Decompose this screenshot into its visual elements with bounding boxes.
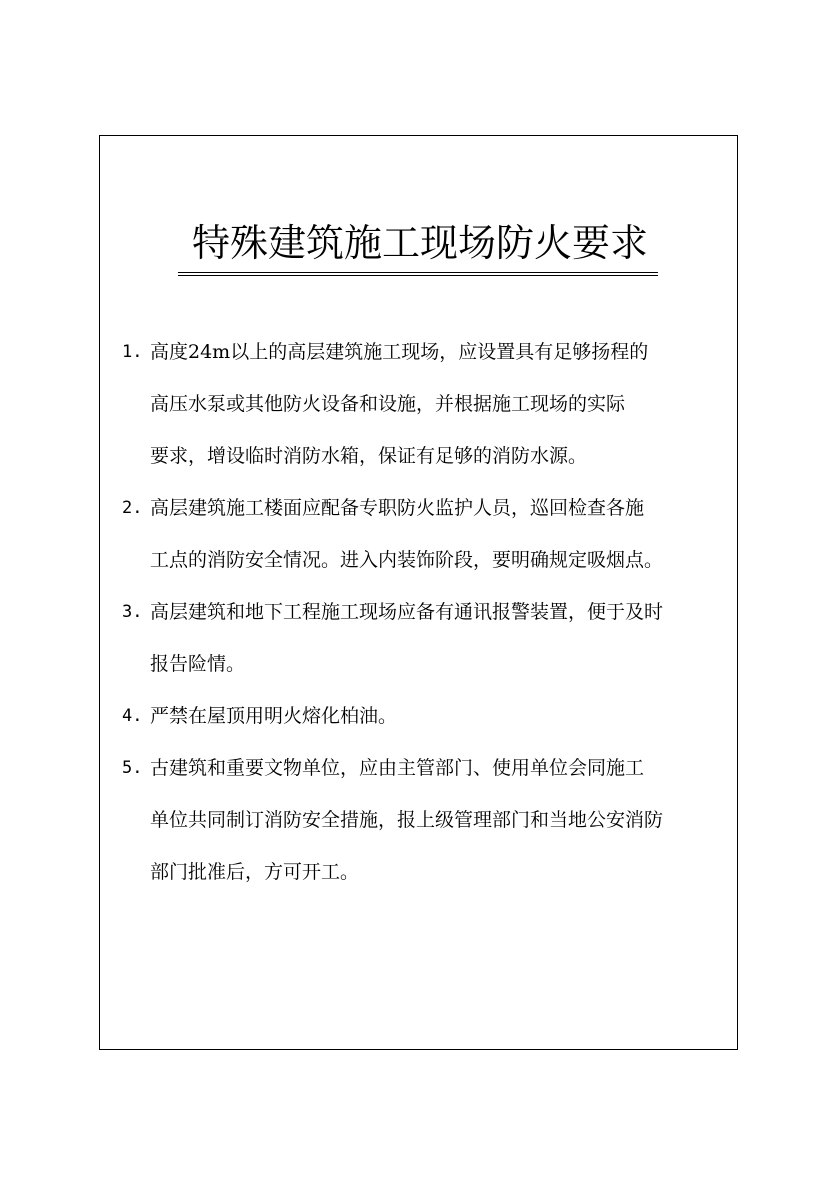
requirements-list [122,326,728,898]
document-title: 特殊建筑施工现场防火要求 [191,221,648,265]
item-number: 1. [122,342,143,362]
list-item [122,690,728,742]
item-text-line: 单位共同制订消防安全措施，报上级管理部门和当地公安消防 [150,809,664,831]
item-text [150,742,728,898]
item-text-line: 部门批准后，方可开工。 [150,861,360,883]
item-text-line: 高度24m以上的高层建筑施工现场，应设置具有足够扬程的 [150,341,649,363]
item-text-line: 高层建筑和地下工程施工现场应备有通讯报警装置，便于及时 [150,601,664,623]
item-number: 3. [122,602,143,622]
title-double-underline [178,272,658,276]
item-number: 4. [122,706,143,726]
item-text-line: 工点的消防安全情况。进入内装饰阶段，要明确规定吸烟点。 [150,549,664,571]
list-item [122,742,728,898]
list-item [122,326,728,482]
item-text [150,326,728,482]
item-text-line: 古建筑和重要文物单位，应由主管部门、使用单位会同施工 [150,757,645,779]
item-number: 2. [122,498,143,518]
item-text-line: 严禁在屋顶用明火熔化柏油。 [150,705,398,727]
item-text-line: 高层建筑施工楼面应配备专职防火监护人员，巡回检查各施 [150,497,645,519]
document-frame [99,135,738,1050]
list-item [122,586,728,690]
item-text [150,586,728,690]
item-text-line: 报告险情。 [150,653,246,675]
item-text [150,690,728,742]
item-text-line: 要求，增设临时消防水箱，保证有足够的消防水源。 [150,445,588,467]
item-text-line: 高压水泵或其他防火设备和设施，并根据施工现场的实际 [150,393,626,415]
list-item [122,482,728,586]
item-text [150,482,728,586]
item-number: 5. [122,758,143,778]
